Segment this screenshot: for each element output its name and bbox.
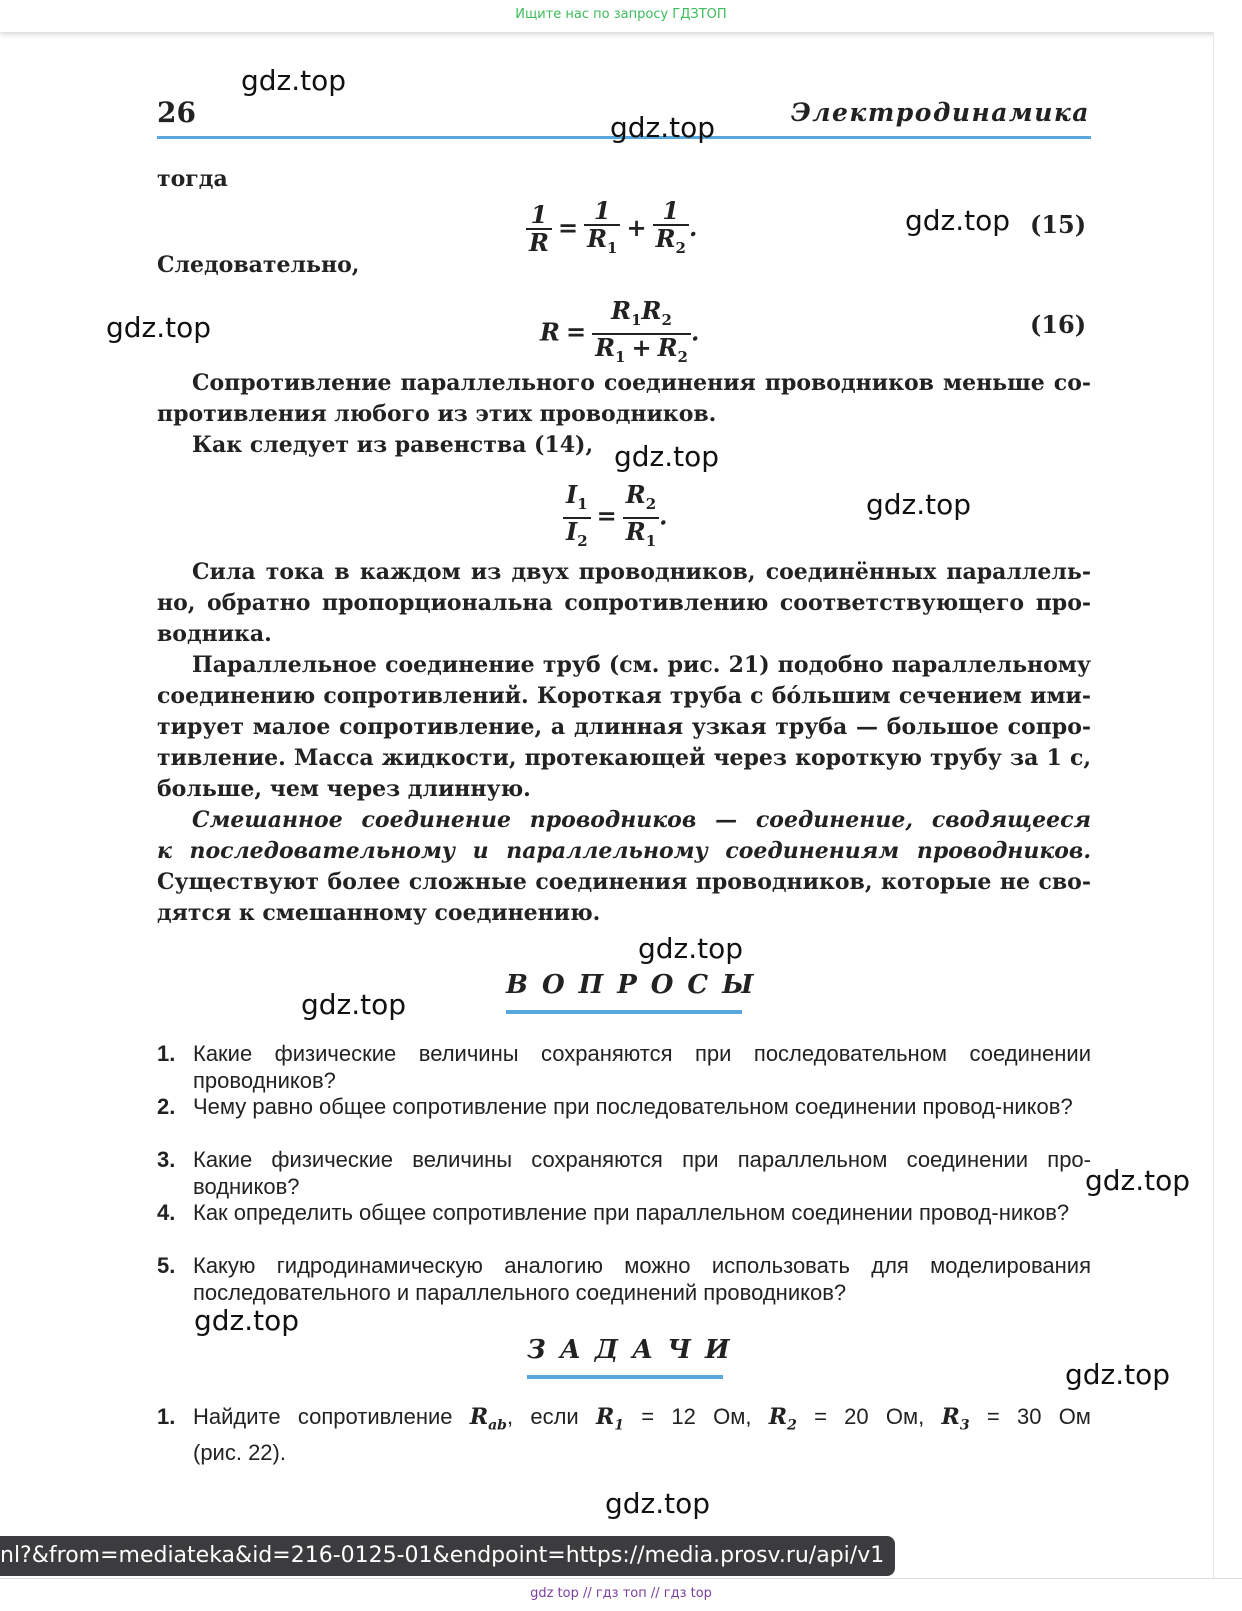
page-edge [1213,32,1242,1582]
questions-heading-rule [506,1010,742,1014]
question-item: 5. Какую гидродинамическую аналогию можно использовать для моделирования последовательного и параллельного соединений проводников? [157,1253,1091,1305]
question-item: 4. Как определить общее сопротивление при параллельном соединении провод-ников? [157,1200,1070,1225]
paragraph-line: Сопротивление параллельного соединения проводников меньше со- [192,370,1091,396]
text-sledovatelno: Следовательно, [157,252,360,278]
top-banner [0,0,1242,32]
section-title: Электродинамика [790,98,1090,127]
equation-number-16: (16) [1030,310,1087,339]
definition-line: Смешанное соединение проводников — соединение, сводящееся [192,807,1091,833]
questions-heading: ВОПРОСЫ [506,970,768,1000]
frac-1-r1: $\frac{1}{R_1}$ [584,198,620,261]
paragraph-line: дятся к смешанному соединению. [157,900,601,926]
watermark: gdz.top [610,111,716,144]
watermark: gdz.top [301,988,407,1021]
formula-16: R = $\frac{R_1R_2}{R_1 + R_2}$ . [540,298,699,370]
tasks-heading-rule [527,1375,723,1379]
paragraph-line: тирует малое сопротивление, а длинная узкая труба — большое сопро- [157,714,1091,740]
paragraph-line: Сила тока в каждом из двух проводников, соединённых параллель- [192,559,1091,585]
frac-r2-r1: $\frac{R_2}{R_1}$ [623,482,659,554]
paragraph-line: соединению сопротивлений. Короткая труба с бóльшим сечением ими- [157,683,1091,709]
watermark: gdz.top [905,204,1011,237]
watermark: gdz.top [194,1304,300,1337]
paragraph-line: Параллельное соединение труб (см. рис. 21) подобно параллельному [192,652,1091,678]
watermark: gdz.top [241,64,347,97]
frac-1-r2: $\frac{1}{R_2}$ [653,198,689,261]
formula-ratio: $\frac{I_1}{I_2}$ = $\frac{R_2}{R_1}$ . [563,482,668,554]
question-item: 3. Какие физические величины сохраняются при параллельном соединении про-водников? [157,1147,1091,1199]
tasks-heading: ЗАДАЧИ [527,1335,744,1365]
paragraph-line: тивление. Масса жидкости, протекающей через короткую трубу за 1 с, [157,745,1091,771]
frac-r1r2: $\frac{R_1R_2}{R_1 + R_2}$ [592,298,691,370]
paragraph-line: Как следует из равенства (14), [192,432,594,458]
question-item: 2. Чему равно общее сопротивление при последовательном соединении провод-ников? [157,1094,1073,1119]
formula-15: $\frac{1}{R}$ = $\frac{1}{R_1}$ + $\frac{1}{R_2}$ . [526,198,697,261]
watermark: gdz.top [1085,1164,1191,1197]
question-item: 1. Какие физические величины сохраняются при последовательном соединении проводников? [157,1041,1091,1093]
text-togda: тогда [157,166,228,192]
bottom-links-bar [0,1578,1242,1611]
paragraph-line: Существуют более сложные соединения проводников, которые не сво- [157,869,1091,895]
watermark: gdz.top [866,488,972,521]
task-item: 1. Найдите сопротивление $R_{ab}$, если $R_1 = 12$ Ом, $R_2 = 20$ Ом, $R_3 = 30$ Ом (рис. 22). [157,1404,1091,1466]
frac-i1-i2: $\frac{I_1}{I_2}$ [563,482,591,554]
watermark: gdz.top [106,311,212,344]
definition-line: к последовательному и параллельному соединениям проводников. [157,838,1091,864]
watermark: gdz.top [638,932,744,965]
watermark: gdz.top [605,1487,711,1520]
top-banner-text: Ищите нас по запросу ГДЗТОП [515,7,727,22]
paragraph-line: водника. [157,621,272,647]
paragraph-line: противления любого из этих проводников. [157,401,717,427]
watermark: gdz.top [1065,1358,1171,1391]
paragraph-line: больше, чем через длинную. [157,776,531,802]
page-number: 26 [157,96,196,129]
equation-number-15: (15) [1030,210,1087,239]
bottom-links[interactable]: gdz top // гдз топ // гдз top [530,1586,712,1601]
url-tooltip: nl?&from=mediateka&id=216-0125-01&endpoint=https://media.prosv.ru/api/v1 [0,1536,895,1576]
watermark: gdz.top [614,440,720,473]
frac-1-r: $\frac{1}{R}$ [526,202,552,256]
paragraph-line: но, обратно пропорциональна сопротивлению соответствующего про- [157,590,1091,616]
